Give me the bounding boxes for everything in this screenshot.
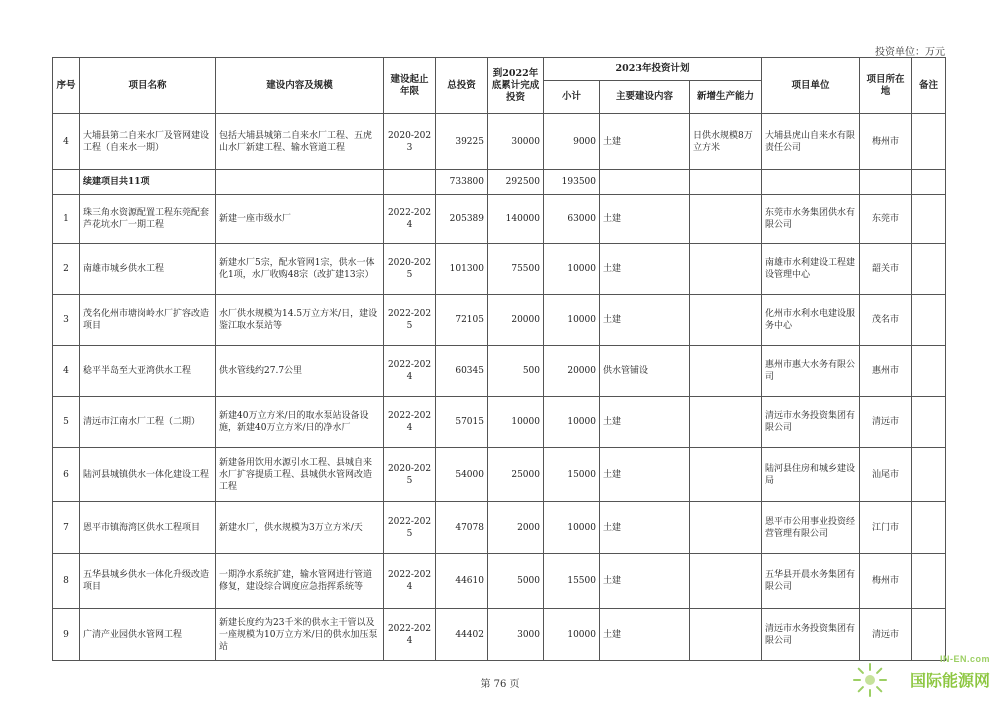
cell-capacity — [690, 609, 762, 661]
cell-location: 韶关市 — [860, 244, 912, 295]
sunburst-logo-icon — [852, 662, 888, 698]
cell-total: 72105 — [436, 295, 488, 346]
cell-total: 57015 — [436, 397, 488, 448]
cell-content: 水厂供水规模为14.5万立方米/日，建设鉴江取水泵站等 — [216, 295, 384, 346]
cell-seq: 4 — [53, 346, 80, 397]
cell-name: 清远市江南水厂工程（二期） — [80, 397, 216, 448]
table-row — [53, 609, 946, 661]
cell-location: 东莞市 — [860, 195, 912, 244]
cell-completed: 3000 — [488, 609, 544, 661]
cell-name: 陆河县城镇供水一体化建设工程 — [80, 448, 216, 502]
cell-main-content: 供水管铺设 — [600, 346, 690, 397]
cell-period: 2020-2025 — [384, 448, 436, 502]
cell-location: 梅州市 — [860, 114, 912, 170]
cell-capacity — [690, 170, 762, 195]
cell-unit: 五华县开晨水务集团有限公司 — [762, 554, 860, 609]
table-row — [53, 244, 946, 295]
cell-remark — [912, 170, 946, 195]
group-completed: 292500 — [488, 170, 544, 195]
header-total: 总投资 — [436, 58, 488, 114]
cell-period — [384, 170, 436, 195]
cell-content: 新建40万立方米/日的取水泵站设备设施，新建40万立方米/日的净水厂 — [216, 397, 384, 448]
cell-period: 2020-2023 — [384, 114, 436, 170]
watermark-name: 国际能源网 — [909, 673, 990, 690]
cell-seq — [53, 170, 80, 195]
cell-seq: 8 — [53, 554, 80, 609]
cell-remark — [912, 397, 946, 448]
header-content: 建设内容及规模 — [216, 58, 384, 114]
cell-location: 惠州市 — [860, 346, 912, 397]
cell-name: 珠三角水资源配置工程东莞配套芦花坑水厂一期工程 — [80, 195, 216, 244]
cell-content — [216, 170, 384, 195]
cell-unit: 清远市水务投资集团有限公司 — [762, 609, 860, 661]
cell-unit: 大埔县虎山自来水有限责任公司 — [762, 114, 860, 170]
group-summary-row — [53, 170, 946, 195]
cell-capacity — [690, 554, 762, 609]
cell-remark — [912, 195, 946, 244]
table-row — [53, 114, 946, 170]
cell-completed: 140000 — [488, 195, 544, 244]
cell-capacity — [690, 502, 762, 554]
cell-total: 44402 — [436, 609, 488, 661]
cell-location: 清远市 — [860, 609, 912, 661]
cell-total: 54000 — [436, 448, 488, 502]
investment-plan-table — [52, 57, 946, 661]
table-row — [53, 346, 946, 397]
table-row — [53, 448, 946, 502]
cell-main-content: 土建 — [600, 114, 690, 170]
cell-remark — [912, 502, 946, 554]
header-main-content: 主要建设内容 — [600, 81, 690, 114]
cell-name: 广清产业园供水管网工程 — [80, 609, 216, 661]
cell-unit: 惠州市惠大水务有限公司 — [762, 346, 860, 397]
cell-content: 供水管线约27.7公里 — [216, 346, 384, 397]
cell-capacity — [690, 448, 762, 502]
cell-content: 新建水厂5宗，配水管网1宗，供水一体化1项，水厂收购48宗（改扩建13宗） — [216, 244, 384, 295]
cell-unit: 清远市水务投资集团有限公司 — [762, 397, 860, 448]
cell-main-content: 土建 — [600, 397, 690, 448]
cell-seq: 3 — [53, 295, 80, 346]
cell-capacity — [690, 195, 762, 244]
cell-unit: 陆河县住房和城乡建设局 — [762, 448, 860, 502]
cell-name: 大埔县第二自来水厂及管网建设工程（自来水一期） — [80, 114, 216, 170]
cell-capacity: 日供水规模8万立方米 — [690, 114, 762, 170]
cell-seq: 9 — [53, 609, 80, 661]
cell-period: 2022-2024 — [384, 346, 436, 397]
cell-capacity — [690, 397, 762, 448]
investment-unit-label: 投资单位：万元 — [875, 47, 945, 58]
cell-location: 汕尾市 — [860, 448, 912, 502]
header-completed: 到2022年底累计完成投资 — [488, 58, 544, 114]
cell-period: 2022-2024 — [384, 195, 436, 244]
cell-name: 五华县城乡供水一体化升级改造项目 — [80, 554, 216, 609]
cell-completed: 30000 — [488, 114, 544, 170]
cell-unit: 南雄市水利建设工程建设管理中心 — [762, 244, 860, 295]
cell-seq: 7 — [53, 502, 80, 554]
group-total: 733800 — [436, 170, 488, 195]
cell-period: 2022-2024 — [384, 397, 436, 448]
header-seq: 序号 — [53, 58, 80, 114]
cell-subtotal: 10000 — [544, 397, 600, 448]
cell-name: 恩平市镇海湾区供水工程项目 — [80, 502, 216, 554]
table-row — [53, 397, 946, 448]
cell-total: 47078 — [436, 502, 488, 554]
cell-remark — [912, 554, 946, 609]
cell-subtotal: 15000 — [544, 448, 600, 502]
cell-unit — [762, 170, 860, 195]
cell-remark — [912, 448, 946, 502]
cell-content: 包括大埔县城第二自来水厂工程、五虎山水厂新建工程、输水管道工程 — [216, 114, 384, 170]
header-new-capacity: 新增生产能力 — [690, 81, 762, 114]
header-subtotal: 小计 — [544, 81, 600, 114]
cell-capacity — [690, 346, 762, 397]
page-number: 第 76 页 — [480, 679, 520, 690]
group-subtotal: 193500 — [544, 170, 600, 195]
table-row — [53, 195, 946, 244]
header-location: 项目所在地 — [860, 58, 912, 114]
cell-capacity — [690, 244, 762, 295]
cell-total: 101300 — [436, 244, 488, 295]
cell-name: 茂名化州市塘岗岭水厂扩容改造项目 — [80, 295, 216, 346]
cell-unit: 恩平市公用事业投资经营管理有限公司 — [762, 502, 860, 554]
cell-subtotal: 10000 — [544, 609, 600, 661]
cell-location: 江门市 — [860, 502, 912, 554]
table-row — [53, 502, 946, 554]
cell-total: 44610 — [436, 554, 488, 609]
cell-content: 新建长度约为23千米的供水主干管以及一座规模为10万立方米/日的供水加压泵站 — [216, 609, 384, 661]
cell-main-content: 土建 — [600, 609, 690, 661]
header-plan-2023: 2023年投资计划 — [544, 58, 762, 81]
cell-completed: 75500 — [488, 244, 544, 295]
cell-content: 新建备用饮用水源引水工程、县城自来水厂扩容提质工程、县城供水管网改造工程 — [216, 448, 384, 502]
cell-subtotal: 9000 — [544, 114, 600, 170]
cell-period: 2022-2024 — [384, 554, 436, 609]
cell-completed: 10000 — [488, 397, 544, 448]
cell-location: 茂名市 — [860, 295, 912, 346]
cell-remark — [912, 244, 946, 295]
cell-location: 梅州市 — [860, 554, 912, 609]
cell-completed: 20000 — [488, 295, 544, 346]
cell-content: 一期净水系统扩建，输水管网进行管道修复，建设综合调度应急指挥系统等 — [216, 554, 384, 609]
cell-main-content — [600, 170, 690, 195]
cell-subtotal: 10000 — [544, 244, 600, 295]
cell-subtotal: 10000 — [544, 502, 600, 554]
cell-seq: 2 — [53, 244, 80, 295]
cell-period: 2022-2025 — [384, 295, 436, 346]
cell-period: 2022-2025 — [384, 502, 436, 554]
cell-main-content: 土建 — [600, 554, 690, 609]
cell-unit: 化州市水利水电建设服务中心 — [762, 295, 860, 346]
cell-subtotal: 10000 — [544, 295, 600, 346]
header-period: 建设起止年限 — [384, 58, 436, 114]
cell-main-content: 土建 — [600, 244, 690, 295]
cell-completed: 2000 — [488, 502, 544, 554]
cell-location: 清远市 — [860, 397, 912, 448]
cell-content: 新建水厂，供水规模为3万立方米/天 — [216, 502, 384, 554]
cell-seq: 4 — [53, 114, 80, 170]
table-row — [53, 554, 946, 609]
cell-remark — [912, 346, 946, 397]
cell-main-content: 土建 — [600, 295, 690, 346]
cell-location — [860, 170, 912, 195]
cell-completed: 25000 — [488, 448, 544, 502]
cell-completed: 5000 — [488, 554, 544, 609]
group-label: 续建项目共11项 — [80, 170, 216, 195]
cell-main-content: 土建 — [600, 502, 690, 554]
cell-remark — [912, 114, 946, 170]
header-remark: 备注 — [912, 58, 946, 114]
cell-main-content: 土建 — [600, 195, 690, 244]
header-project-name: 项目名称 — [80, 58, 216, 114]
cell-unit: 东莞市水务集团供水有限公司 — [762, 195, 860, 244]
cell-subtotal: 20000 — [544, 346, 600, 397]
cell-name: 稔平半岛至大亚湾供水工程 — [80, 346, 216, 397]
table-row — [53, 295, 946, 346]
cell-remark — [912, 295, 946, 346]
cell-seq: 6 — [53, 448, 80, 502]
cell-total: 60345 — [436, 346, 488, 397]
cell-seq: 1 — [53, 195, 80, 244]
cell-total: 205389 — [436, 195, 488, 244]
cell-total: 39225 — [436, 114, 488, 170]
cell-period: 2022-2024 — [384, 609, 436, 661]
cell-completed: 500 — [488, 346, 544, 397]
cell-subtotal: 15500 — [544, 554, 600, 609]
header-unit: 项目单位 — [762, 58, 860, 114]
cell-capacity — [690, 295, 762, 346]
watermark-domain: IN-EN.com — [939, 654, 990, 664]
cell-period: 2020-2025 — [384, 244, 436, 295]
cell-content: 新建一座市级水厂 — [216, 195, 384, 244]
cell-main-content: 土建 — [600, 448, 690, 502]
cell-name: 南雄市城乡供水工程 — [80, 244, 216, 295]
cell-seq: 5 — [53, 397, 80, 448]
watermark — [852, 652, 992, 700]
cell-subtotal: 63000 — [544, 195, 600, 244]
